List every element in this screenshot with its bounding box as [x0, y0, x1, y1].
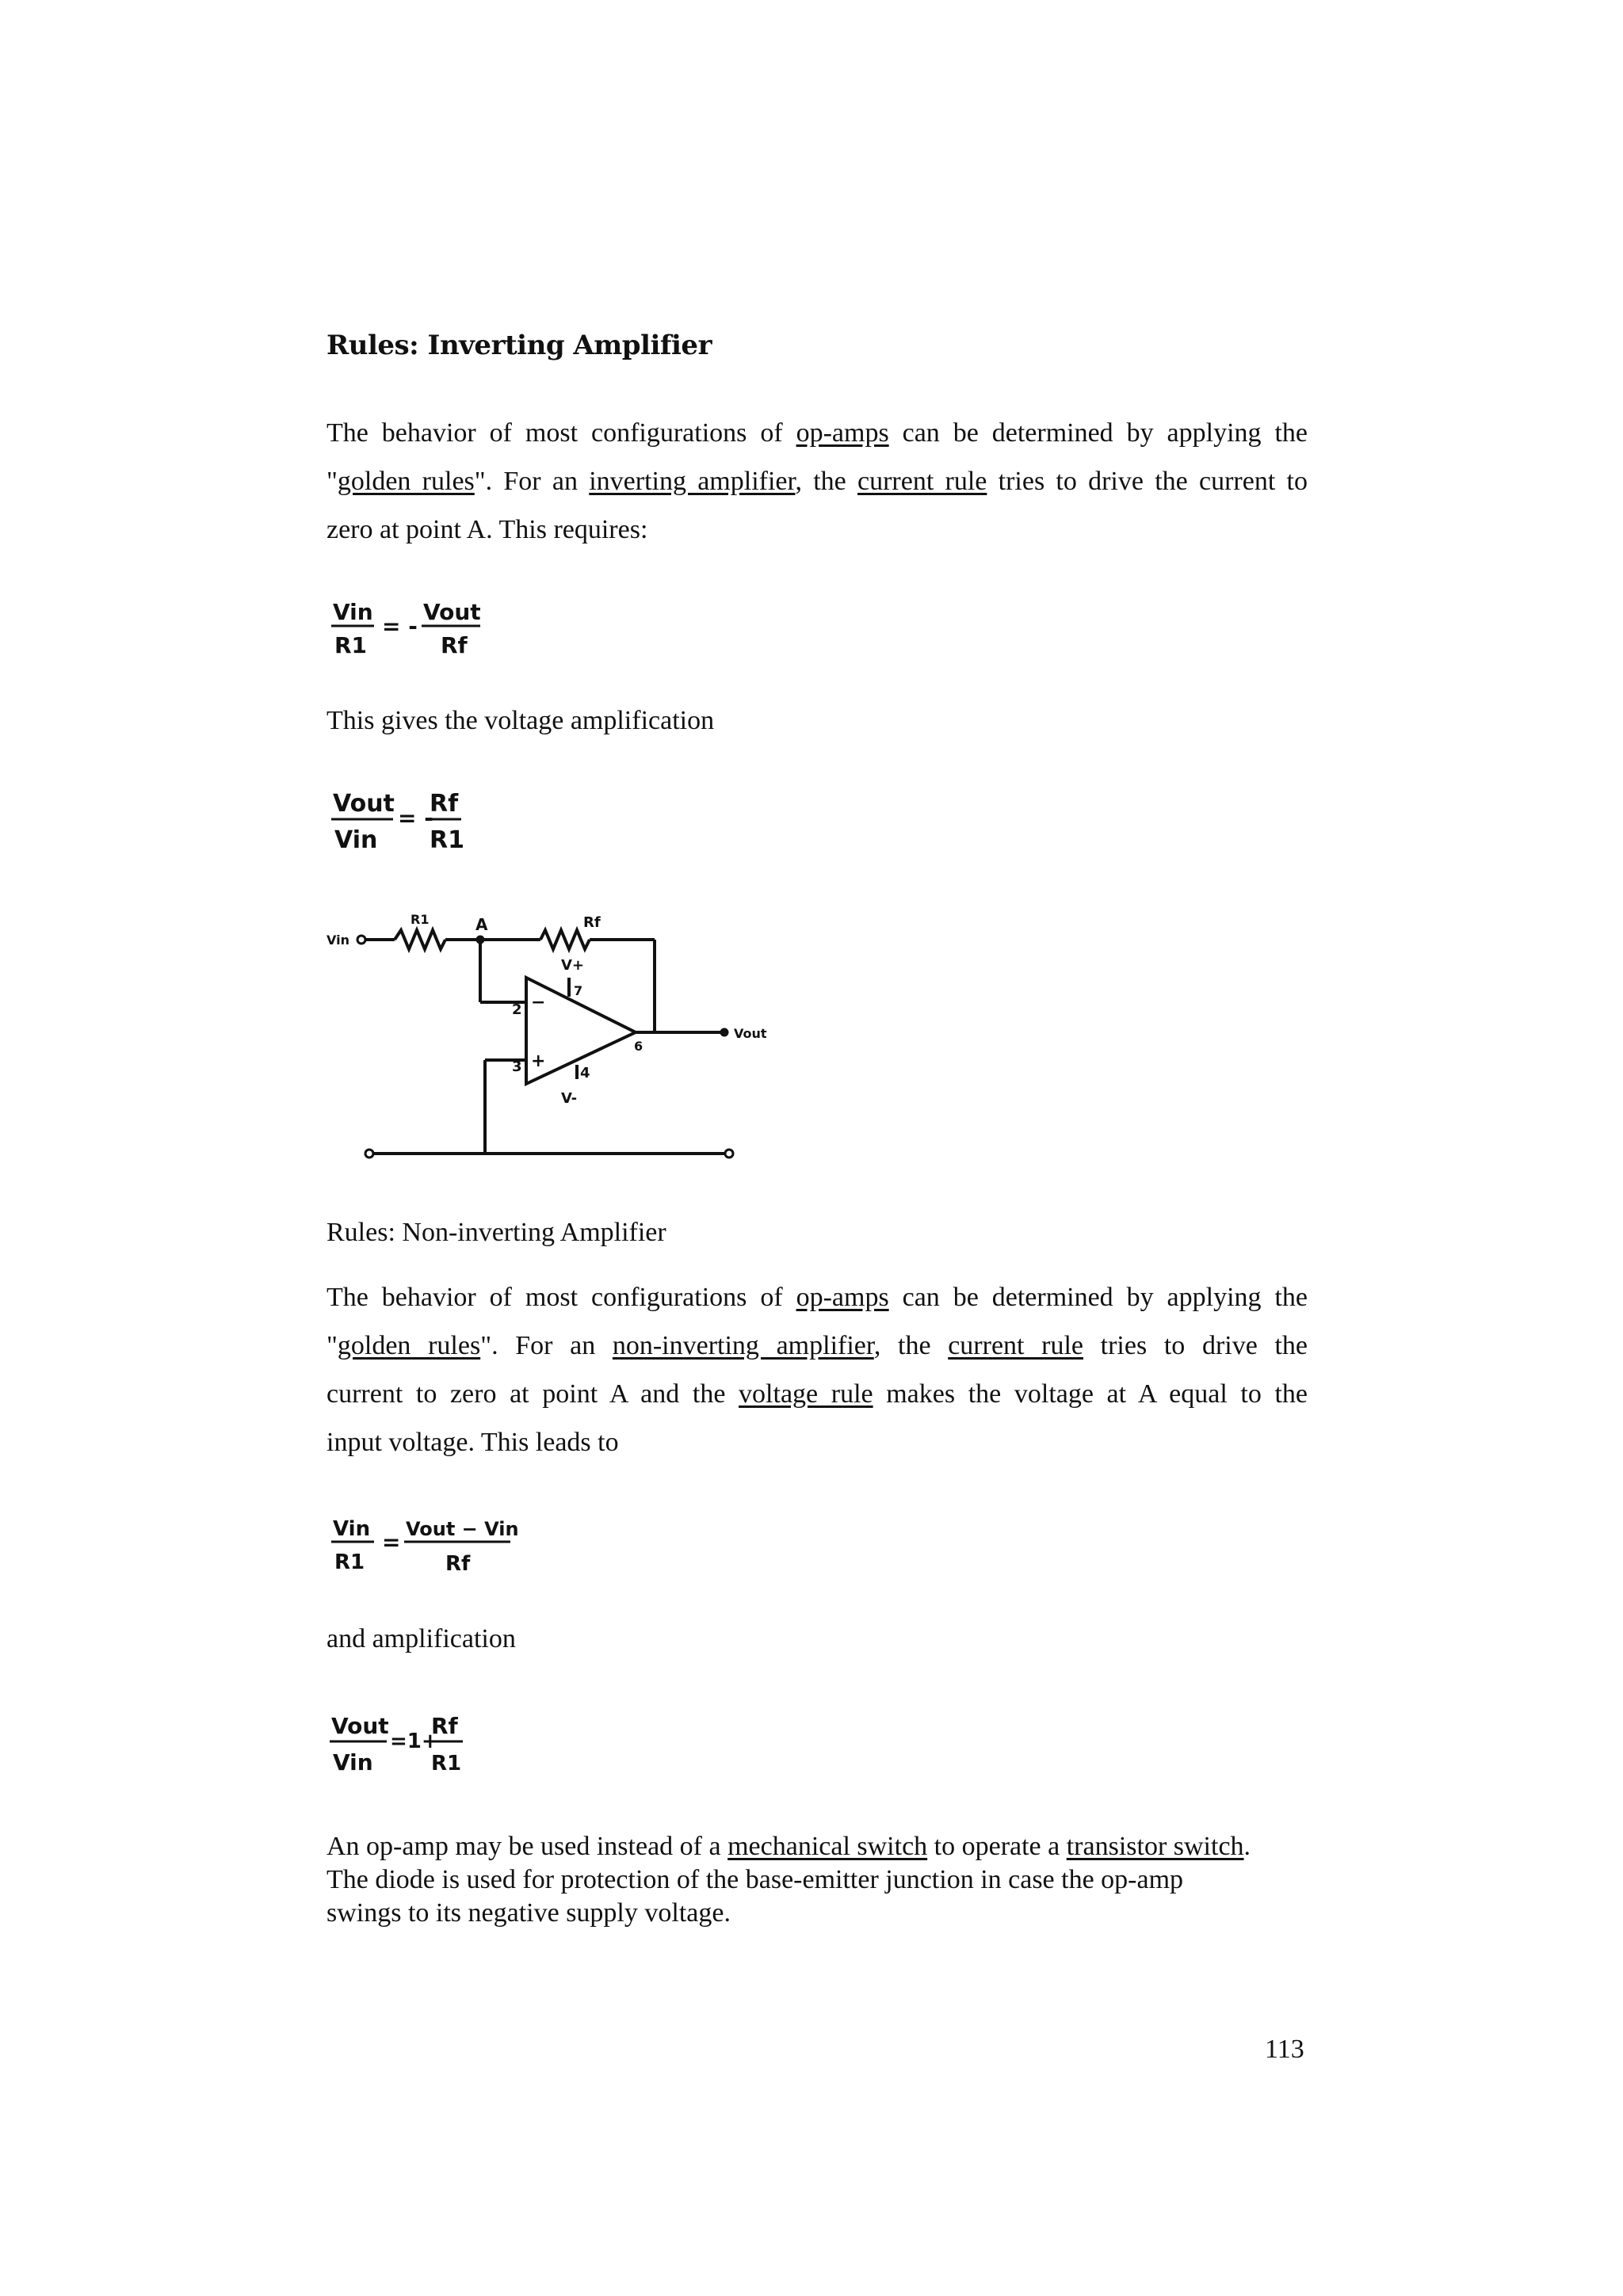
equation-current-balance — [330, 597, 504, 661]
link-mechanical-switch[interactable]: mechanical switch — [727, 1832, 928, 1861]
eq2-den-left: Vin — [334, 826, 378, 854]
link-golden-rules[interactable]: golden rules — [337, 467, 475, 496]
label-pin-4: 4 — [580, 1065, 590, 1081]
link-voltage-rule[interactable]: voltage rule — [739, 1379, 873, 1409]
eq3-operator: = — [382, 1529, 401, 1555]
eq3-num-left: Vin — [333, 1517, 371, 1541]
paragraph-line: swings to its negative supply voltage. — [327, 1898, 731, 1928]
text-and-amplification: and amplification — [327, 1624, 516, 1653]
eq3-den-right: Rf — [445, 1552, 471, 1576]
paragraph-line: input voltage. This leads to — [327, 1428, 619, 1457]
equation-gain-inverting — [331, 789, 490, 856]
paragraph-line: current to zero at point A and the voltage rule makes the voltage at A equal to the — [327, 1379, 1308, 1409]
eq1-den-left: R1 — [334, 632, 368, 658]
link-op-amps[interactable]: op-amps — [796, 418, 889, 448]
eq3-den-left: R1 — [334, 1550, 365, 1574]
paragraph-line: zero at point A. This requires: — [327, 515, 648, 544]
page-number: 113 — [1265, 2035, 1304, 2064]
label-r1: R1 — [411, 912, 430, 927]
label-rf: Rf — [583, 914, 601, 931]
heading-inverting-amplifier: Rules: Inverting Amplifier — [327, 330, 712, 361]
eq3-num-right: Vout − Vin — [406, 1518, 519, 1540]
paragraph-inverting — [327, 409, 1308, 554]
paragraph-non-inverting — [327, 1273, 1308, 1466]
paragraph-op-amp-switch — [327, 1830, 1357, 1930]
paragraph-line: The diode is used for protection of the base-emitter junction in case the op-amp — [327, 1865, 1184, 1894]
label-vout: Vout — [734, 1026, 767, 1041]
link-op-amps[interactable]: op-amps — [796, 1283, 889, 1312]
eq4-den-right: R1 — [431, 1752, 462, 1775]
eq2-num-left: Vout — [333, 790, 395, 818]
eq1-operator: = - — [382, 613, 418, 639]
link-current-rule[interactable]: current rule — [857, 467, 987, 496]
eq4-den-left: Vin — [333, 1749, 373, 1775]
paragraph-line: An op-amp may be used instead of a mechanical switch to operate a transistor switch. — [327, 1832, 1251, 1861]
label-v-minus: V- — [561, 1090, 578, 1107]
label-pin-2: 2 — [512, 1001, 522, 1018]
link-inverting-amplifier[interactable]: inverting amplifier — [589, 467, 796, 496]
eq2-den-right: R1 — [430, 826, 464, 854]
label-pin-7: 7 — [574, 983, 583, 998]
label-pin-3: 3 — [512, 1058, 522, 1075]
eq2-operator: = - — [398, 805, 433, 831]
link-non-inverting-amplifier[interactable]: non-inverting amplifier — [612, 1331, 874, 1360]
label-inverting-input: − — [531, 993, 546, 1013]
eq1-num-left: Vin — [333, 599, 373, 625]
equation-non-inverting-balance — [330, 1513, 536, 1578]
label-node-a: A — [475, 915, 488, 934]
label-v-plus: V+ — [561, 957, 585, 974]
paragraph-line: "golden rules". For an inverting amplifier, the current rule tries to drive the current to — [327, 467, 1308, 496]
paragraph-line: The behavior of most configurations of op-amps can be determined by applying the — [327, 418, 1308, 448]
label-vin: Vin — [327, 933, 349, 948]
eq4-num-left: Vout — [331, 1713, 389, 1739]
link-current-rule[interactable]: current rule — [948, 1331, 1083, 1360]
paragraph-line: "golden rules". For an non-inverting amplifier, the current rule tries to drive the — [327, 1331, 1308, 1360]
heading-non-inverting-amplifier: Rules: Non-inverting Amplifier — [327, 1218, 666, 1247]
eq1-num-right: Vout — [423, 599, 481, 625]
eq2-num-right: Rf — [430, 790, 459, 818]
equation-gain-non-inverting — [330, 1710, 504, 1778]
eq4-operator: =1+ — [390, 1730, 439, 1753]
eq1-den-right: Rf — [441, 632, 468, 658]
paragraph-line: The behavior of most configurations of op-amps can be determined by applying the — [327, 1283, 1308, 1312]
inverting-amplifier-circuit-diagram — [325, 903, 800, 1173]
text-voltage-amplification: This gives the voltage amplification — [327, 706, 715, 735]
eq4-num-right: Rf — [431, 1713, 458, 1739]
link-transistor-switch[interactable]: transistor switch — [1066, 1832, 1244, 1861]
label-non-inverting-input: + — [531, 1051, 546, 1071]
link-golden-rules[interactable]: golden rules — [337, 1331, 481, 1360]
label-pin-6: 6 — [634, 1039, 643, 1054]
